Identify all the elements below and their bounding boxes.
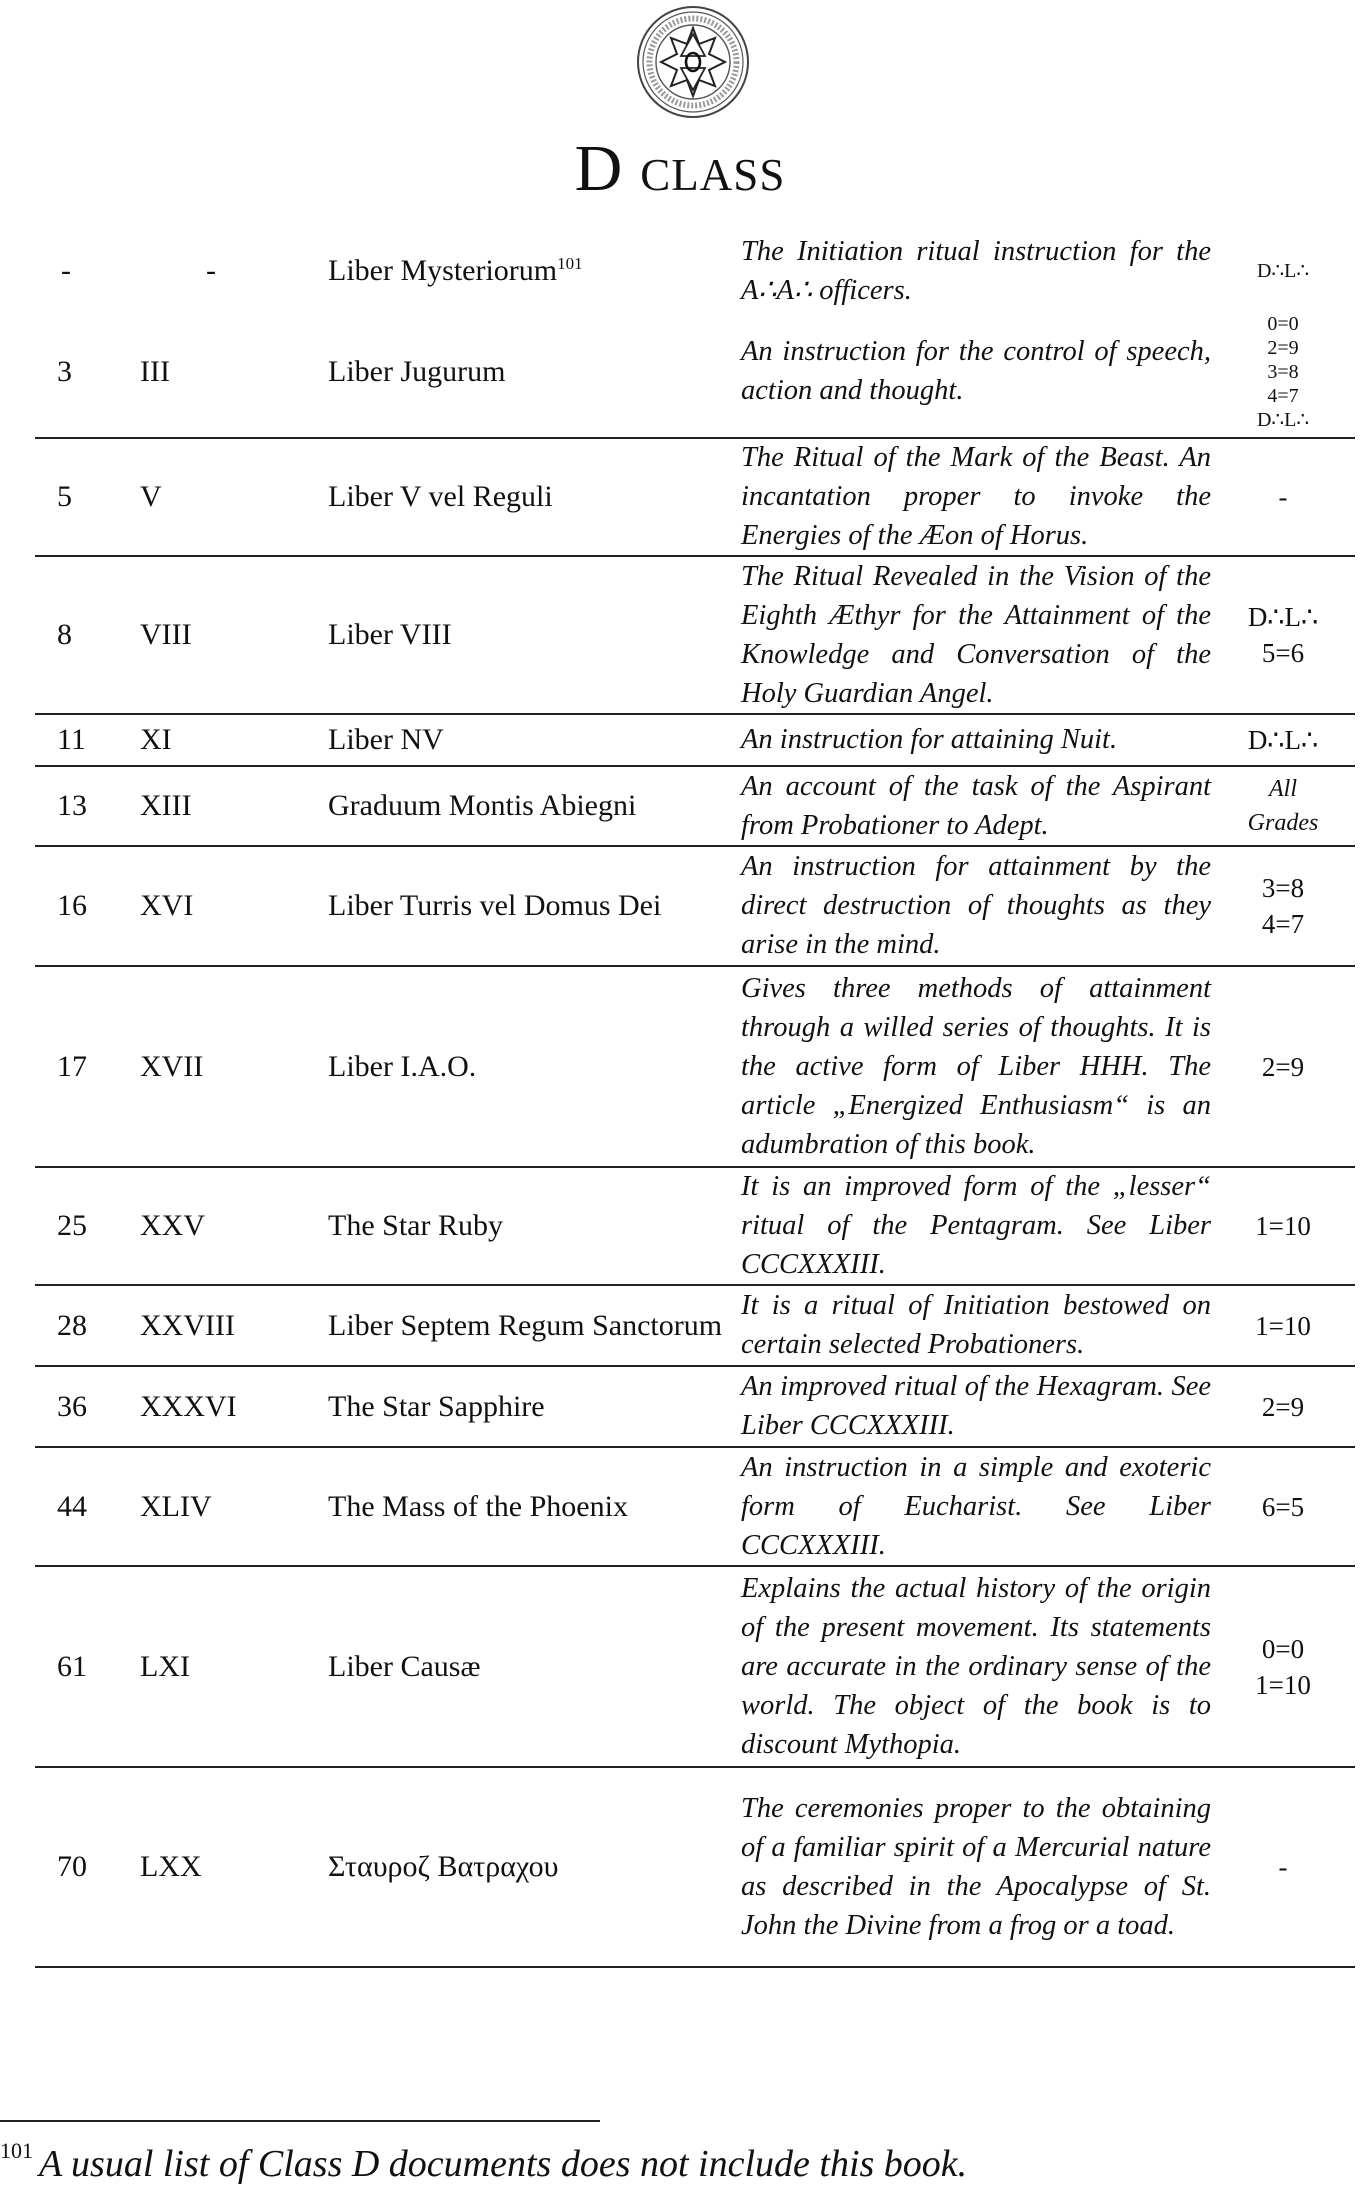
grade-cell: - <box>1278 482 1288 512</box>
description-cell: The ceremonies proper to the obtaining of a familiar spirit of a Mercurial nature as described in the Apocalypse of St. John the Divine from a frog or a toad. <box>741 1792 1211 1941</box>
roman-cell: - <box>206 254 216 287</box>
table-row <box>35 1768 1355 1968</box>
title-cell: Liber Septem Regum Sanctorum <box>328 1308 723 1342</box>
table-row <box>35 439 1355 557</box>
title-cell: Liber I.A.O. <box>328 1049 477 1083</box>
number-cell: 13 <box>57 789 87 822</box>
grade-cell: 3=8 4=7 <box>1261 873 1305 939</box>
description-cell: The Initiation ritual instruction for the A∴A∴ officers. <box>741 235 1211 306</box>
table-row <box>35 1448 1355 1567</box>
table-row <box>35 306 1355 439</box>
footnote-number: 101 <box>0 2138 33 2163</box>
table-row <box>35 847 1355 967</box>
description-cell: It is a ritual of Initiation bestowed on certain selected Probationers. <box>741 1290 1211 1360</box>
description-cell: Explains the actual history of the origin of the present movement. Its statements are accurate in the ordinary sense of the world. The object of the book is to discount Mythopia. <box>741 1572 1211 1760</box>
grade-cell: 0=0 1=10 <box>1255 1633 1311 1700</box>
roman-cell: VIII <box>140 618 192 651</box>
table-row <box>35 1367 1355 1448</box>
roman-cell: LXI <box>140 1649 190 1683</box>
description-cell: An instruction for the control of speech, action and thought. <box>741 336 1211 406</box>
roman-cell: III <box>140 354 170 388</box>
roman-cell: XVI <box>140 889 194 922</box>
grade-cell: All Grades <box>1247 776 1319 836</box>
table-row <box>35 715 1355 767</box>
grade-cell: 2=9 <box>1261 1391 1305 1422</box>
number-cell: 36 <box>57 1389 87 1423</box>
order-seal-logo <box>635 4 751 120</box>
description-cell: The Ritual Revealed in the Vision of the Eighth Æthyr for the Attainment of the Knowledge and Conversation of the Holy Guardian Angel. <box>741 560 1211 709</box>
title-cell: The Mass of the Phoenix <box>328 1489 628 1523</box>
description-cell: An instruction for attaining Nuit. <box>741 724 1118 755</box>
title-cell: Σταυροζ Βατραχου <box>328 1850 559 1883</box>
title-rest: class <box>640 133 786 204</box>
title-cell: Liber Turris vel Domus Dei <box>328 889 662 922</box>
title-cell: Liber Jugurum <box>328 354 506 388</box>
table-row <box>35 967 1355 1168</box>
footnote-reference[interactable]: 101 <box>557 254 583 273</box>
roman-cell: XVII <box>140 1049 204 1083</box>
table-row <box>35 557 1355 715</box>
table-row <box>35 767 1355 847</box>
number-cell: 70 <box>57 1850 87 1883</box>
number-cell: 5 <box>57 480 72 513</box>
number-cell: 3 <box>57 354 72 388</box>
number-cell: 44 <box>57 1489 87 1523</box>
page-title <box>0 134 1360 204</box>
roman-cell: XXVIII <box>140 1308 235 1342</box>
roman-cell: XXV <box>140 1209 205 1242</box>
roman-cell: XXXVI <box>140 1389 237 1423</box>
footnote <box>0 2138 1360 2189</box>
title-cell <box>328 252 741 290</box>
title-initial: D <box>574 132 624 205</box>
number-cell: - <box>61 254 71 287</box>
title-cell: Liber Causæ <box>328 1649 481 1683</box>
table-row <box>35 1567 1355 1768</box>
table-row <box>35 236 1355 306</box>
title-cell: Liber NV <box>328 723 444 756</box>
title-cell: Liber V vel Reguli <box>328 480 553 513</box>
grade-cell: 0=0 2=9 3=8 4=7 D∴L∴ <box>1256 312 1310 431</box>
description-cell: The Ritual of the Mark of the Beast. An incantation proper to invoke the Energies of the Æon of Horus. <box>741 442 1211 551</box>
roman-cell: LXX <box>140 1850 202 1883</box>
title-cell: The Star Ruby <box>328 1209 503 1242</box>
grade-cell: D∴L∴ 5=6 <box>1247 602 1319 668</box>
roman-cell: V <box>140 480 162 513</box>
roman-cell: XIII <box>140 789 192 822</box>
number-cell: 28 <box>57 1308 87 1342</box>
title-cell: The Star Sapphire <box>328 1389 545 1423</box>
description-cell: An account of the task of the Aspirant from Probationer to Adept. <box>741 770 1211 841</box>
title-cell: Graduum Montis Abiegni <box>328 789 637 822</box>
title-cell: Liber VIII <box>328 618 452 651</box>
grade-cell: D∴L∴ <box>1247 725 1319 755</box>
grade-cell: 1=10 <box>1255 1310 1311 1341</box>
description-cell: An instruction for attainment by the direct destruction of thoughts as they arise in the mind. <box>741 851 1211 960</box>
number-cell: 25 <box>57 1209 87 1242</box>
description-cell: An improved ritual of the Hexagram. See Liber CCCXXXIII. <box>741 1371 1211 1441</box>
roman-cell: XI <box>140 723 172 756</box>
number-cell: 16 <box>57 889 87 922</box>
grade-cell: - <box>1278 1852 1288 1882</box>
grade-cell: 2=9 <box>1261 1051 1305 1082</box>
footnote-divider <box>0 2120 600 2122</box>
description-cell: It is an improved form of the „lesser“ ritual of the Pentagram. See Liber CCCXXXIII. <box>741 1171 1211 1280</box>
title-text: Liber Mysteriorum <box>328 254 558 287</box>
grade-cell: D∴L∴ <box>1256 260 1310 282</box>
number-cell: 8 <box>57 618 72 651</box>
table-row <box>35 1286 1355 1367</box>
grade-cell: 1=10 <box>1255 1211 1311 1241</box>
number-cell: 11 <box>57 723 86 756</box>
number-cell: 61 <box>57 1649 87 1683</box>
description-cell: An instruction in a simple and exoteric form of Eucharist. See Liber CCCXXXIII. <box>741 1451 1211 1561</box>
class-d-table <box>35 236 1355 1968</box>
description-cell: Gives three methods of attainment through a willed series of thoughts. It is the active form of Liber HHH. The article „Energized Enthusiasm“ is an adumbration of this book. <box>741 972 1211 1160</box>
seal-icon <box>635 4 751 120</box>
roman-cell: XLIV <box>140 1489 212 1523</box>
footnote-text: A usual list of Class D documents does not include this book. <box>39 2143 968 2185</box>
table-row <box>35 1168 1355 1286</box>
grade-cell: 6=5 <box>1261 1491 1305 1522</box>
number-cell: 17 <box>57 1049 87 1083</box>
